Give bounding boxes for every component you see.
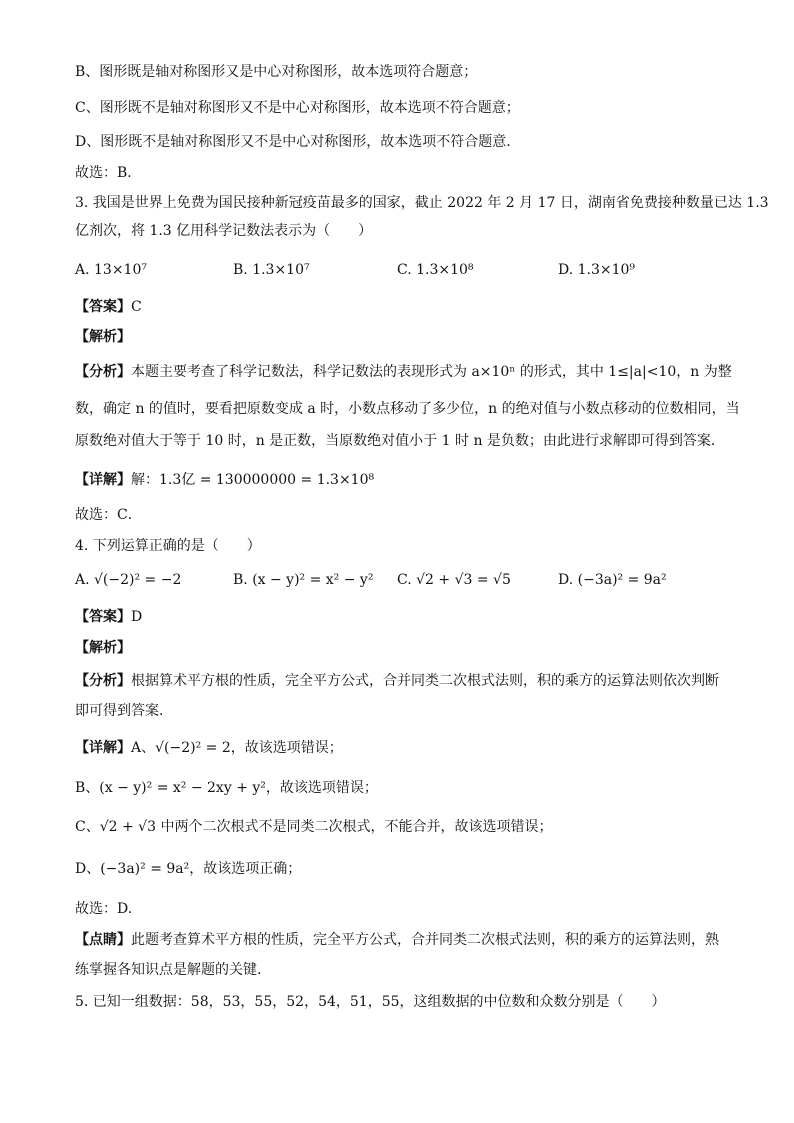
text-line: B、图形既是轴对称图形又是中心对称图形，故本选项符合题意； [75,64,478,80]
xiangjie-line [75,738,343,758]
dianjing-line [75,930,719,950]
text-line: 故选：D. [75,901,133,917]
question-3-line-2: 亿剂次，将 1.3 亿用科学记数法表示为（ ） [75,223,373,239]
text-line: C、图形既不是轴对称图形又不是中心对称图形，故本选项不符合题意； [75,100,520,116]
q3-option-b: B. 1.3×10⁷ [233,262,310,278]
q4-option-a: A. √(−2)² = −2 [75,572,182,588]
fenxi-tag: 【分析】 [75,364,131,380]
xiangjie-line [75,470,374,490]
fenxi-line [75,362,732,382]
text-line: B、(x − y)² = x² − 2xy + y²，故该选项错误； [75,780,378,796]
text-line: 故选：B． [75,165,142,181]
analysis-heading: 【解析】 [75,329,131,345]
answer-value: D [131,609,143,625]
text-line: 故选：C． [75,507,142,523]
text-line: D、图形既不是轴对称图形又不是中心对称图形，故本选项不符合题意． [75,134,521,150]
q3-option-d: D. 1.3×10⁹ [558,262,636,278]
dianjing-tag: 【点睛】 [75,932,131,948]
xiangjie-tag: 【详解】 [75,472,131,488]
question-4: 4. 下列运算正确的是（ ） [75,538,261,554]
answer-tag: 【答案】 [75,299,131,315]
text-line: C、√2 + √3 中两个二次根式不是同类二次根式，不能合并，故该选项错误； [75,819,553,835]
xiangjie-tag: 【详解】 [75,740,131,756]
text-line: 数，确定 n 的值时，要看把原数变成 a 时，小数点移动了多少位，n 的绝对值与小数点移动的位数相同，当 [75,401,740,417]
answer-value: C [131,299,142,315]
q3-option-a: A. 13×10⁷ [75,262,147,278]
question-3-line-1: 3. 我国是世界上免费为国民接种新冠疫苗最多的国家，截止 2022 年 2 月 17 日，湖南省免费接种数量已达 1.3 [75,195,769,211]
text-line: 即可得到答案. [75,703,164,719]
q4-option-b: B. (x − y)² = x² − y² [233,572,374,588]
text-line: 原数绝对值大于等于 10 时，n 是正数，当原数绝对值小于 1 时 n 是负数；由此进行求解即可得到答案． [75,433,725,449]
xiangjie-text: A、√(−2)² = 2，故该选项错误； [131,740,343,756]
text-line: 练掌握各知识点是解题的关键. [75,962,262,978]
fenxi-line [75,671,719,691]
answer-line [75,297,142,317]
fenxi-text: 本题主要考查了科学记数法，科学记数法的表现形式为 a×10ⁿ 的形式，其中 1≤|a|<10，n 为整 [131,364,732,380]
analysis-heading: 【解析】 [75,640,131,656]
answer-line [75,607,142,627]
q4-option-c: C. √2 + √3 = √5 [397,572,511,588]
q3-option-c: C. 1.3×10⁸ [397,262,474,278]
text-line: D、(−3a)² = 9a²，故该选项正确； [75,861,302,877]
q4-option-d: D. (−3a)² = 9a² [558,572,667,588]
question-5: 5. 已知一组数据：58，53，55，52，54，51，55，这组数据的中位数和众数分别是（ ） [75,994,666,1010]
dianjing-text: 此题考查算术平方根的性质，完全平方公式，合并同类二次根式法则，积的乘方的运算法则，熟 [131,932,719,948]
fenxi-tag: 【分析】 [75,673,131,689]
answer-tag: 【答案】 [75,609,131,625]
xiangjie-text: 解：1.3亿 = 130000000 = 1.3×10⁸ [131,472,375,488]
fenxi-text: 根据算术平方根的性质，完全平方公式，合并同类二次根式法则，积的乘方的运算法则依次判断 [131,673,719,689]
